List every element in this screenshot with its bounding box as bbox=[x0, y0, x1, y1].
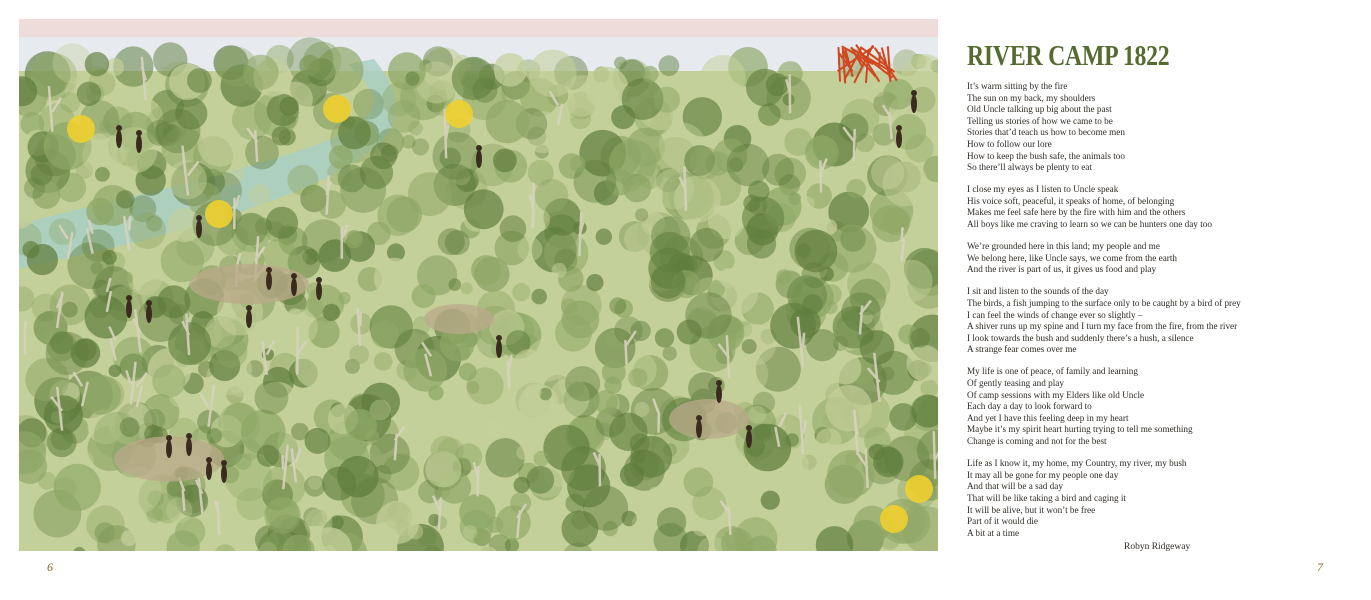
tree-canopy bbox=[408, 172, 452, 216]
tree-canopy bbox=[376, 501, 419, 544]
tree-canopy bbox=[609, 297, 626, 314]
human-figure bbox=[896, 130, 902, 148]
tree-canopy bbox=[187, 68, 212, 93]
tree-canopy bbox=[459, 363, 477, 381]
human-figure bbox=[206, 462, 212, 480]
wattle-blossom bbox=[445, 100, 473, 128]
human-figure-head bbox=[476, 145, 482, 151]
tree-canopy bbox=[632, 514, 651, 533]
tree-canopy bbox=[512, 283, 530, 301]
camp-clearing bbox=[669, 399, 749, 439]
tree-canopy bbox=[257, 445, 279, 467]
tree-canopy bbox=[22, 241, 39, 258]
tree-canopy bbox=[685, 292, 731, 338]
poem-line: Makes me feel safe here by the fire with him and the others bbox=[967, 207, 1186, 218]
tree-canopy bbox=[31, 164, 53, 186]
tree-canopy bbox=[594, 390, 618, 414]
page-number-right: 7 bbox=[1317, 560, 1323, 574]
human-figure-head bbox=[116, 125, 122, 131]
poem-line: And the river is part of us, it gives us food and play bbox=[967, 264, 1157, 275]
tree-canopy bbox=[216, 336, 248, 368]
wattle-blossom bbox=[205, 200, 233, 228]
human-figure bbox=[221, 465, 227, 483]
tree-canopy bbox=[748, 196, 767, 215]
tree-canopy bbox=[452, 57, 495, 100]
tree-canopy bbox=[95, 167, 110, 182]
tree-canopy bbox=[81, 375, 121, 415]
tree-canopy bbox=[651, 264, 686, 299]
tree-canopy bbox=[121, 530, 137, 546]
poem-line: Stories that’d teach us how to become men bbox=[967, 127, 1125, 138]
poem-line: Maybe it’s my spirit heart hurting trying to tell me something bbox=[967, 424, 1193, 435]
tree-canopy bbox=[846, 179, 866, 199]
tree-canopy bbox=[883, 79, 914, 110]
tree-canopy bbox=[586, 274, 603, 291]
poem-line: A shiver runs up my spine and I turn my face from the fire, from the river bbox=[967, 321, 1238, 332]
poem-line: Each day a day to look forward to bbox=[967, 401, 1092, 412]
tree-canopy bbox=[742, 339, 757, 354]
page-number-left: 6 bbox=[47, 560, 53, 574]
tree-canopy bbox=[322, 467, 356, 501]
bush-landscape-painting bbox=[19, 19, 938, 551]
poem-line: Life as I know it, my home, my Country, my river, my bush bbox=[967, 458, 1187, 469]
human-figure-head bbox=[221, 460, 227, 466]
tree-canopy bbox=[152, 364, 185, 397]
tree-canopy bbox=[302, 219, 345, 262]
tree-canopy bbox=[624, 450, 665, 491]
tree-canopy bbox=[725, 511, 740, 526]
tree-canopy bbox=[157, 285, 190, 318]
tree-canopy bbox=[596, 229, 612, 245]
tree-canopy bbox=[86, 505, 124, 543]
tree-canopy bbox=[525, 384, 542, 401]
tree-canopy bbox=[807, 135, 838, 166]
tree-canopy bbox=[869, 444, 885, 460]
tree-canopy bbox=[54, 477, 77, 500]
tree-canopy bbox=[249, 184, 270, 205]
human-figure-head bbox=[291, 273, 297, 279]
tree-canopy bbox=[381, 145, 398, 162]
tree-canopy bbox=[84, 296, 127, 339]
human-figure-head bbox=[896, 125, 902, 131]
human-figure-head bbox=[206, 457, 212, 463]
tree-canopy bbox=[85, 52, 109, 76]
tree-canopy bbox=[552, 263, 567, 278]
tree-canopy bbox=[120, 417, 140, 437]
tree-canopy bbox=[440, 148, 461, 169]
tree-canopy bbox=[531, 289, 547, 305]
human-figure-head bbox=[246, 305, 252, 311]
tree-canopy bbox=[816, 428, 842, 454]
tree-canopy bbox=[412, 284, 436, 308]
tree-canopy bbox=[727, 144, 770, 187]
tree-canopy bbox=[663, 346, 677, 360]
tree-canopy bbox=[305, 428, 331, 454]
tree-canopy bbox=[826, 385, 872, 431]
tree-canopy bbox=[243, 55, 278, 90]
tree-canopy bbox=[872, 205, 909, 242]
tree-canopy bbox=[871, 156, 904, 189]
tree-canopy bbox=[513, 349, 545, 381]
human-figure bbox=[126, 300, 132, 318]
poem-line: We belong here, like Uncle says, we come from the earth bbox=[967, 252, 1177, 263]
human-figure bbox=[496, 340, 502, 358]
tree-canopy bbox=[129, 212, 166, 249]
poem-line: Change is coming and not for the best bbox=[967, 436, 1107, 447]
tree-canopy bbox=[374, 258, 415, 299]
poem-line: I close my eyes as I listen to Uncle speak bbox=[967, 184, 1119, 195]
tree-canopy bbox=[38, 472, 56, 490]
tree-canopy bbox=[207, 428, 222, 443]
poem-line: Part of it would die bbox=[967, 516, 1038, 527]
human-figure-head bbox=[716, 380, 722, 386]
tree-canopy bbox=[412, 138, 429, 155]
tree-canopy bbox=[628, 368, 647, 387]
tree-canopy bbox=[371, 320, 399, 348]
poem-line: I can feel the winds of change ever so slightly – bbox=[967, 309, 1143, 320]
tree-canopy bbox=[562, 510, 599, 547]
tree-canopy bbox=[796, 243, 811, 258]
wattle-blossom bbox=[880, 505, 908, 533]
poem-line: The birds, a fish jumping to the surface only to be caught by a bird of prey bbox=[967, 298, 1241, 308]
tree-canopy bbox=[535, 179, 569, 213]
human-figure-head bbox=[146, 300, 152, 306]
tree-canopy bbox=[692, 517, 711, 536]
tree-canopy bbox=[635, 208, 648, 221]
poem-line: Telling us stories of how we came to be bbox=[967, 115, 1113, 126]
tree-canopy bbox=[388, 52, 426, 90]
human-figure-head bbox=[196, 215, 202, 221]
tree-canopy bbox=[529, 50, 577, 98]
tree-canopy bbox=[425, 451, 461, 487]
human-figure-head bbox=[136, 130, 142, 136]
tree-canopy bbox=[62, 302, 78, 318]
tree-canopy bbox=[60, 92, 81, 113]
poem-line: A bit at a time bbox=[967, 527, 1020, 538]
tree-canopy bbox=[292, 407, 309, 424]
poem-line: Of camp sessions with my Elders like old Uncle bbox=[967, 389, 1145, 400]
poem-line: And yet I have this feeling deep in my heart bbox=[967, 412, 1129, 423]
tree-trunk bbox=[25, 321, 26, 355]
human-figure bbox=[136, 135, 142, 153]
painting-canvas bbox=[19, 19, 938, 551]
tree-canopy bbox=[654, 87, 680, 113]
tree-canopy bbox=[413, 235, 429, 251]
tree-canopy bbox=[570, 156, 586, 172]
human-figure bbox=[246, 310, 252, 328]
poem-line: I sit and listen to the sounds of the day bbox=[967, 286, 1109, 297]
tree-canopy bbox=[50, 331, 73, 354]
painting-sky-glow bbox=[19, 19, 938, 37]
tree-canopy bbox=[235, 213, 267, 245]
tree-canopy bbox=[516, 445, 531, 460]
human-figure bbox=[746, 430, 752, 448]
human-figure-head bbox=[746, 425, 752, 431]
human-figure bbox=[196, 220, 202, 238]
tree-canopy bbox=[500, 215, 527, 242]
tree-canopy bbox=[642, 66, 659, 83]
poem-line: I look towards the bush and suddenly there’s a hush, a silence bbox=[967, 332, 1194, 343]
tree-canopy bbox=[267, 94, 299, 126]
wattle-blossom bbox=[323, 95, 351, 123]
tree-canopy bbox=[493, 149, 517, 173]
poem-stanza-1 bbox=[967, 81, 1267, 174]
human-figure bbox=[316, 282, 322, 300]
tree-canopy bbox=[353, 89, 384, 120]
poem-line: Of gently teasing and play bbox=[967, 378, 1064, 389]
tree-canopy bbox=[591, 114, 606, 129]
human-figure bbox=[911, 95, 917, 113]
tree-canopy bbox=[690, 228, 724, 262]
tree-canopy bbox=[659, 55, 680, 76]
poem-stanza-4 bbox=[967, 286, 1267, 356]
human-figure-head bbox=[911, 90, 917, 96]
human-figure bbox=[476, 150, 482, 168]
wattle-blossom bbox=[67, 115, 95, 143]
tree-canopy bbox=[295, 346, 337, 388]
tree-canopy bbox=[109, 365, 122, 378]
tree-canopy bbox=[744, 424, 792, 472]
tree-canopy bbox=[44, 395, 83, 434]
human-figure bbox=[166, 440, 172, 458]
poem-line: It may all be gone for my people one day bbox=[967, 469, 1119, 480]
camp-clearing bbox=[424, 304, 494, 334]
human-figure-head bbox=[696, 415, 702, 421]
tree-canopy bbox=[824, 300, 838, 314]
poem-line: It will be alive, but it won’t be free bbox=[967, 504, 1096, 515]
tree-canopy bbox=[408, 121, 423, 136]
poem-stanza-3 bbox=[967, 241, 1267, 276]
poem-line: My life is one of peace, of family and learning bbox=[967, 366, 1138, 377]
tree-canopy bbox=[405, 71, 419, 85]
tree-canopy bbox=[655, 328, 674, 347]
tree-canopy bbox=[700, 55, 745, 100]
tree-canopy bbox=[776, 269, 791, 284]
tree-canopy bbox=[565, 366, 600, 401]
human-figure bbox=[696, 420, 702, 438]
poem-line: That will be like taking a bird and caging it bbox=[967, 492, 1126, 503]
tree-canopy bbox=[653, 169, 694, 210]
poem-line: The sun on my back, my shoulders bbox=[967, 92, 1096, 103]
tree-canopy bbox=[144, 409, 166, 431]
human-figure bbox=[146, 305, 152, 323]
human-figure-head bbox=[126, 295, 132, 301]
poem-line: And that will be a sad day bbox=[967, 481, 1063, 492]
tree-canopy bbox=[689, 147, 721, 179]
tree-canopy bbox=[272, 126, 291, 145]
tree-canopy bbox=[338, 164, 366, 192]
tree-canopy bbox=[255, 381, 289, 415]
tree-canopy bbox=[890, 260, 932, 302]
poem-column bbox=[967, 42, 1267, 550]
tree-canopy bbox=[308, 476, 322, 490]
tree-canopy bbox=[305, 509, 333, 537]
human-figure bbox=[716, 385, 722, 403]
human-figure-head bbox=[186, 433, 192, 439]
tree-canopy bbox=[264, 497, 301, 534]
tree-canopy bbox=[748, 406, 766, 424]
tree-canopy bbox=[486, 420, 503, 437]
wattle-blossom bbox=[905, 475, 933, 503]
human-figure bbox=[116, 130, 122, 148]
tree-canopy bbox=[120, 271, 133, 284]
tree-canopy bbox=[445, 230, 470, 255]
poem-line: A strange fear comes over me bbox=[967, 344, 1077, 355]
tree-canopy bbox=[663, 443, 677, 457]
tree-canopy bbox=[102, 250, 117, 265]
poem-title: RIVER CAMP 1822 bbox=[967, 40, 1170, 72]
tree-canopy bbox=[338, 292, 350, 304]
human-figure-head bbox=[316, 277, 322, 283]
tree-canopy bbox=[501, 86, 518, 103]
tree-canopy bbox=[911, 328, 930, 347]
tree-canopy bbox=[487, 517, 503, 533]
poem-line: How to follow our lore bbox=[967, 138, 1052, 149]
tree-canopy bbox=[860, 330, 895, 365]
poem-stanza-5 bbox=[967, 366, 1267, 447]
poem-stanza-6 bbox=[967, 458, 1267, 539]
poem-line: So there’ll always be plenty to eat bbox=[967, 162, 1093, 173]
human-figure-head bbox=[266, 267, 272, 273]
human-figure-head bbox=[166, 435, 172, 441]
camp-clearing bbox=[189, 264, 309, 304]
poem-line: Old Uncle talking up big about the past bbox=[967, 104, 1112, 115]
tree-canopy bbox=[534, 451, 550, 467]
poem-stanza-2 bbox=[967, 184, 1267, 230]
tree-canopy bbox=[471, 255, 501, 285]
poem-line: All boys like me craving to learn so we can be hunters one day too bbox=[967, 219, 1212, 230]
tree-canopy bbox=[306, 185, 322, 201]
tree-canopy bbox=[916, 56, 933, 73]
tree-canopy bbox=[634, 402, 649, 417]
tree-canopy bbox=[282, 309, 318, 345]
poem-author: Robyn Ridgeway bbox=[1124, 542, 1191, 552]
tree-canopy bbox=[891, 114, 927, 150]
tree-canopy bbox=[175, 97, 207, 129]
tree-canopy bbox=[464, 189, 504, 229]
tree-canopy bbox=[467, 381, 480, 394]
tree-canopy bbox=[526, 466, 554, 494]
tree-canopy bbox=[585, 67, 628, 110]
human-figure-head bbox=[496, 335, 502, 341]
tree-canopy bbox=[166, 497, 192, 523]
tree-canopy bbox=[649, 487, 662, 500]
tree-canopy bbox=[657, 507, 686, 536]
human-figure bbox=[186, 438, 192, 456]
tree-canopy bbox=[486, 100, 529, 143]
tree-canopy bbox=[494, 53, 528, 87]
tree-canopy bbox=[461, 282, 473, 294]
tree-canopy bbox=[198, 122, 243, 167]
tree-canopy bbox=[463, 525, 477, 539]
poem-line: We’re grounded here in this land; my people and me bbox=[967, 241, 1160, 252]
tree-canopy bbox=[850, 279, 887, 316]
human-figure bbox=[266, 272, 272, 290]
tree-canopy bbox=[761, 491, 780, 510]
human-figure bbox=[291, 278, 297, 296]
poem-line: It’s warm sitting by the fire bbox=[967, 81, 1068, 91]
tree-canopy bbox=[518, 237, 543, 262]
tree-canopy bbox=[323, 304, 340, 321]
tree-canopy bbox=[287, 37, 333, 83]
tree-canopy bbox=[603, 250, 649, 296]
tree-canopy bbox=[349, 345, 369, 365]
tree-canopy bbox=[764, 475, 779, 490]
tree-canopy bbox=[374, 352, 393, 371]
tree-canopy bbox=[770, 303, 816, 349]
poem-line: His voice soft, peaceful, it speaks of home, of belonging bbox=[967, 195, 1175, 206]
tree-canopy bbox=[719, 268, 739, 288]
tree-canopy bbox=[829, 352, 861, 384]
poem-line: How to keep the bush safe, the animals too bbox=[967, 150, 1125, 161]
tree-canopy bbox=[347, 230, 361, 244]
tree-canopy bbox=[345, 409, 377, 441]
